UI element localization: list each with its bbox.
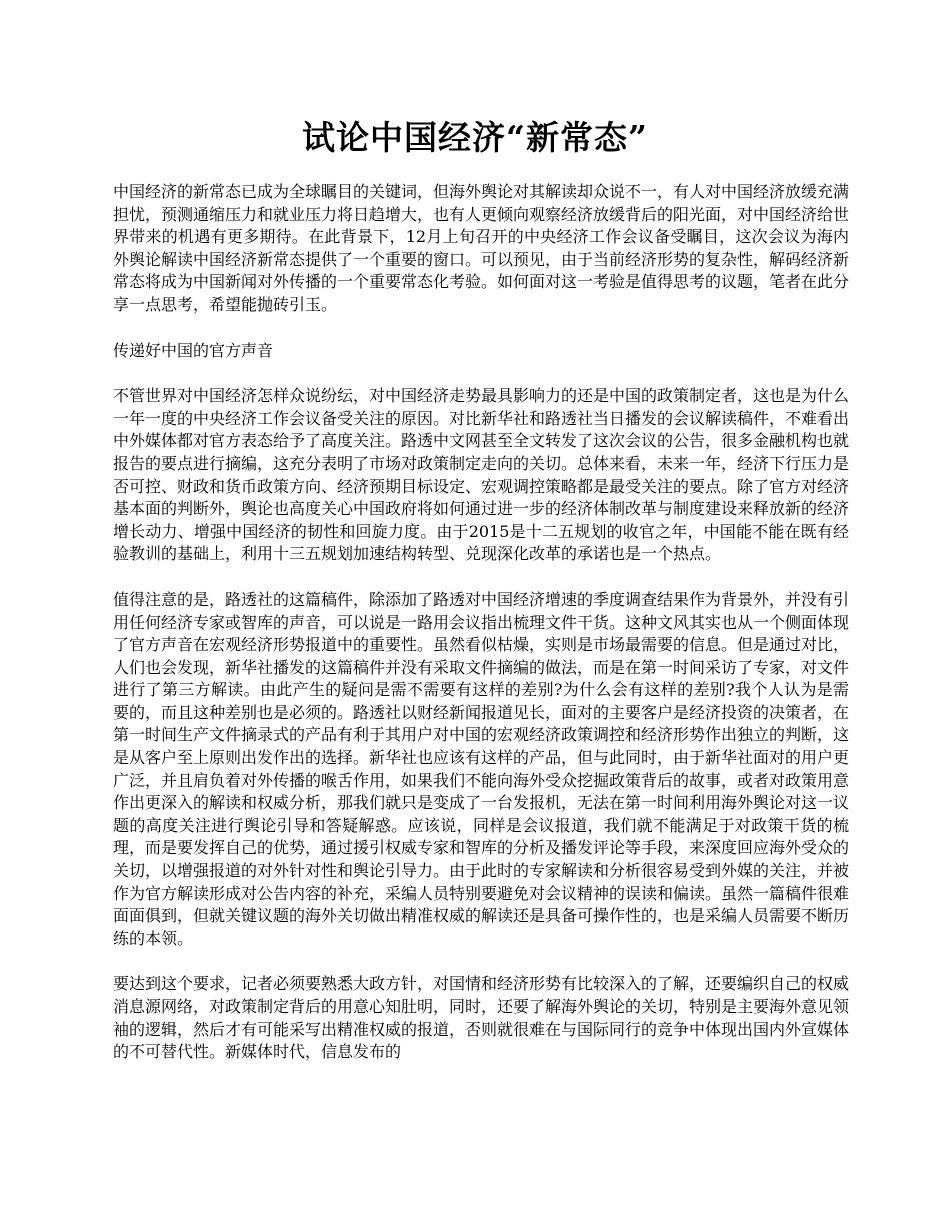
article-body bbox=[113, 181, 849, 1087]
paragraph-requirements: 要达到这个要求，记者必须要熟悉大政方针，对国情和经济形势有比较深入的了解，还要编织自己的权威消息源网络，对政策制定背后的用意心知肚明，同时，还要了解海外舆论的关切，特别是主要海外意见领袖的逻辑，然后才有可能采写出精准权威的报道，否则就很难在与国际同行的竞争中体现出国内外宣媒体的不可替代性。新媒体时代，信息发布的 bbox=[113, 974, 850, 1062]
paragraph-reuters-comparison: 值得注意的是，路透社的这篇稿件，除添加了路透对中国经济增速的季度调查结果作为背景外，并没有引用任何经济专家或智库的声音，可以说是一路用会议指出梳理文件干货。这种文风其实也从一个侧面体现了官方声音在宏观经济形势报道中的重要性。虽然看似枯燥，实则是市场最需要的信息。但是通过对比，人们也会发现，新华社播发的这篇稿件并没有采取文件摘编的做法，而是在第一时间采访了专家，对文件进行了第三方解读。由此产生的疑问是需不需要有这样的差别?为什么会有这样的差别?我个人认为是需要的，而且这种差别也是必须的。路透社以财经新闻报道见长，面对的主要客户是经济投资的决策者，在第一时间生产文件摘录式的产品有利于其用户对中国的宏观经济政策调控和经济形势作出独立的判断，这是从客户至上原则出发作出的选择。新华社也应该有这样的产品，但与此同时，由于新华社面对的用户更广泛，并且肩负着对外传播的喉舌作用，如果我们不能向海外受众挖掘政策背后的故事，或者对政策用意作出更深入的解读和权威分析，那我们就只是变成了一台发报机，无法在第一时间利用海外舆论对这一议题的高度关注进行舆论引导和答疑解惑。应该说，同样是会议报道，我们就不能满足于对政策干货的梳理，而是要发挥自己的优势，通过援引权威专家和智库的分析及播发评论等手段，来深度回应海外受众的关切，以增强报道的对外针对性和舆论引导力。由于此时的专家解读和分析很容易受到外媒的关注，并被作为官方解读形成对公告内容的补充，采编人员特别要避免对会议精神的误读和偏读。虽然一篇稿件很难面面俱到，但就关键议题的海外关切做出精准权威的解读还是具备可操作性的，也是采编人员需要不断历练的本领。 bbox=[113, 589, 850, 948]
paragraph-intro: 中国经济的新常态已成为全球瞩目的关键词，但海外舆论对其解读却众说不一，有人对中国经济放缓充满担忧，预测通缩压力和就业压力将日趋增大，也有人更倾向观察经济放缓背后的阳光面，对中国经济给世界带来的机遇有更多期待。在此背景下，12月上旬召开的中央经济工作会议备受瞩目，这次会议为海内外舆论解读中国经济新常态提供了一个重要的窗口。可以预见，由于当前经济形势的复杂性，解码经济新常态将成为中国新闻对外传播的一个重要常态化考验。如何面对这一考验是值得思考的议题，笔者在此分享一点思考，希望能抛砖引玉。 bbox=[113, 182, 850, 314]
section-heading: 传递好中国的官方声音 bbox=[113, 340, 274, 360]
paragraph-official-voice: 不管世界对中国经济怎样众说纷纭，对中国经济走势最具影响力的还是中国的政策制定者，这也是为什么一年一度的中央经济工作会议备受关注的原因。对比新华社和路透社当日播发的会议解读稿件，不难看出中外媒体都对官方表态给予了高度关注。路透中文网甚至全文转发了这次会议的公告，很多金融机构也就报告的要点进行摘编，这充分表明了市场对政策制定走向的关切。总体来看，未来一年，经济下行压力是否可控、财政和货币政策方向、经济预期目标设定、宏观调控策略都是最受关注的要点。除了官方对经济基本面的判断外，舆论也高度关心中国政府将如何通过进一步的经济体制改革与制度建设来释放新的经济增长动力、增强中国经济的韧性和回旋力度。由于2015是十二五规划的收官之年，中国能不能在既有经验教训的基础上，利用十三五规划加速结构转型、兑现深化改革的承诺也是一个热点。 bbox=[113, 386, 850, 564]
page-title: 试论中国经济“新常态” bbox=[302, 118, 648, 157]
